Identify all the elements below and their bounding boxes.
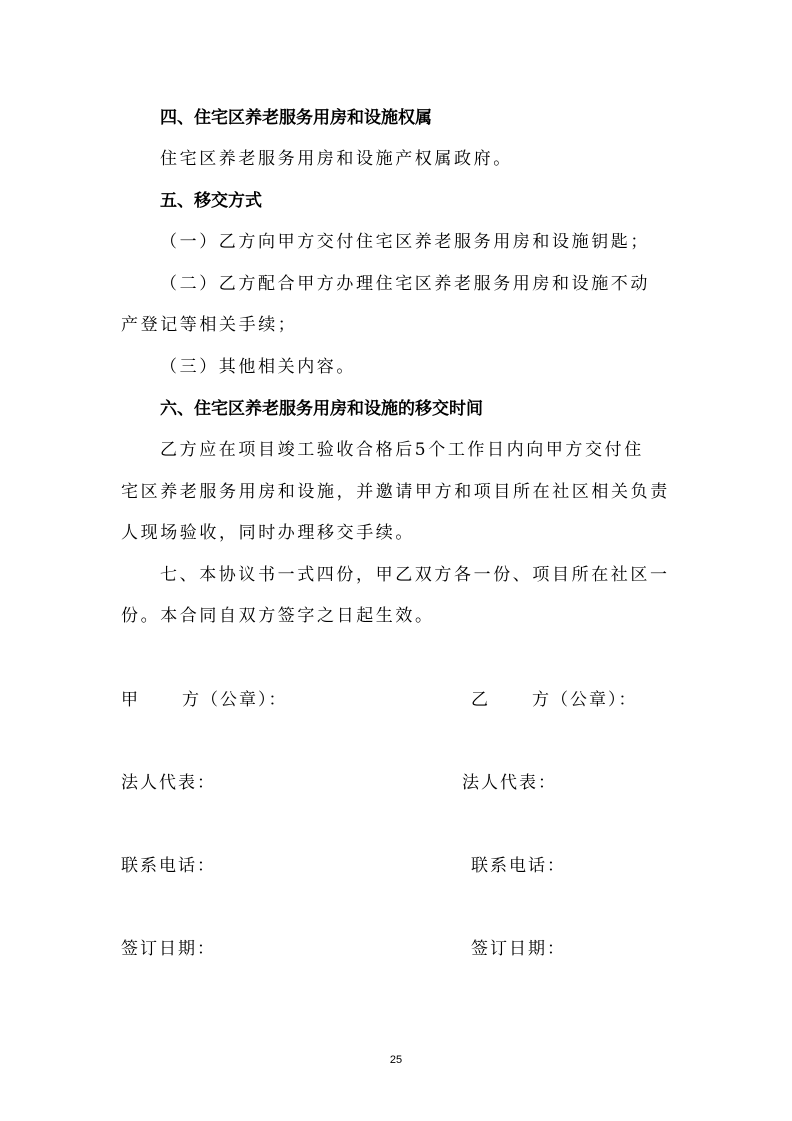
page-number: 25 <box>389 1054 403 1066</box>
party-b-name-label-right: 方（公章）： <box>532 690 638 710</box>
section-5-item-2-line-1: （二）乙方配合甲方办理住宅区养老服务用房和设施不动 <box>160 274 650 294</box>
section-4-heading: 四、住宅区养老服务用房和设施权属 <box>160 108 432 128</box>
party-b-name-label-left: 乙 <box>471 690 490 710</box>
section-7-line-2: 份。本合同自双方签字之日起生效。 <box>121 606 435 626</box>
section-6-paragraph-line-2: 宅区养老服务用房和设施，并邀请甲方和项目所在社区相关负责 <box>121 482 670 502</box>
party-a-name-label-left: 甲 <box>121 690 140 710</box>
section-6-heading: 六、住宅区养老服务用房和设施的移交时间 <box>160 399 483 419</box>
section-5-item-3: （三）其他相关内容。 <box>160 357 356 377</box>
section-5-heading: 五、移交方式 <box>160 191 262 211</box>
section-5-item-2-line-2: 产登记等相关手续； <box>121 315 298 335</box>
party-b-representative-label: 法人代表： <box>462 773 557 793</box>
section-4-paragraph: 住宅区养老服务用房和设施产权属政府。 <box>160 149 513 169</box>
party-b-date-label: 签订日期： <box>471 939 566 959</box>
section-6-paragraph-line-3: 人现场验收，同时办理移交手续。 <box>121 523 415 543</box>
party-b-phone-label: 联系电话： <box>471 856 566 876</box>
section-5-item-1: （一）乙方向甲方交付住宅区养老服务用房和设施钥匙； <box>160 232 650 252</box>
party-a-phone-label: 联系电话： <box>121 856 216 876</box>
section-6-paragraph-line-1: 乙方应在项目竣工验收合格后5个工作日内向甲方交付住 <box>160 440 644 460</box>
party-a-representative-label: 法人代表： <box>121 773 216 793</box>
section-7-line-1: 七、本协议书一式四份，甲乙双方各一份、项目所在社区一 <box>160 565 670 585</box>
party-a-date-label: 签订日期： <box>121 939 216 959</box>
party-a-name-label-right: 方（公章）： <box>182 690 288 710</box>
